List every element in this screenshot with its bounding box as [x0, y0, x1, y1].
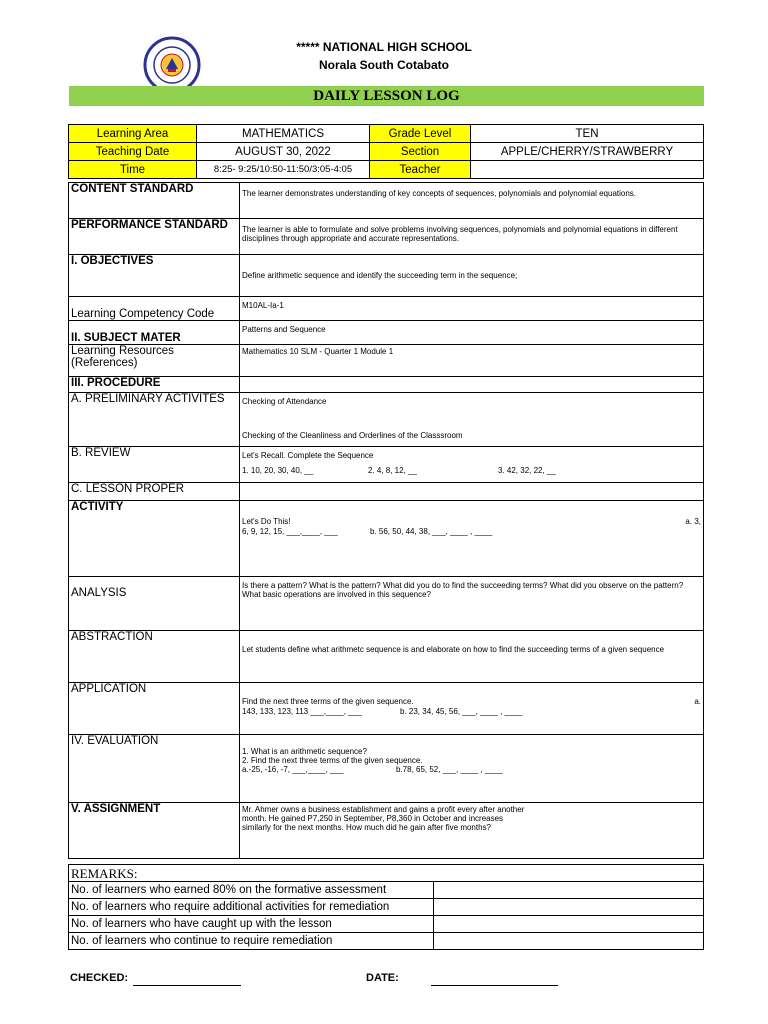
- learning-resources-label: Learning Resources (References): [69, 345, 240, 377]
- application-item-a-label: a.: [694, 697, 701, 706]
- review-item-3: 3. 42, 32, 22, __: [498, 466, 556, 475]
- checked-label: CHECKED:: [70, 972, 129, 984]
- remark-row: No. of learners who earned 80% on the formative assessment: [69, 882, 434, 899]
- review-items: [242, 466, 701, 476]
- competency-code-label: Learning Competency Code: [69, 297, 240, 321]
- time-value: 8:25- 9:25/10:50-11:50/3:05-4:05: [197, 161, 370, 179]
- time-label: Time: [69, 161, 197, 179]
- lesson-plan-table: [68, 182, 704, 859]
- application-item-a: 143, 133, 123, 113 ___,____, ___: [242, 707, 362, 716]
- evaluation-cell: [240, 735, 704, 803]
- review-cell: [240, 447, 704, 483]
- teaching-date-value: AUGUST 30, 2022: [197, 143, 370, 161]
- analysis-text: Is there a pattern? What is the pattern? What did you do to find the succeeding terms? What did you observe on the pattern? What basic operations are involved in this sequence?: [240, 577, 704, 631]
- teaching-date-label: Teaching Date: [69, 143, 197, 161]
- activity-item-b: b. 56, 50, 44, 38, ___, ____ , ____: [370, 527, 493, 536]
- activity-cell: [240, 501, 704, 577]
- objectives-label: I. OBJECTIVES: [69, 255, 240, 297]
- grade-level-label: Grade Level: [370, 125, 471, 143]
- remark-value[interactable]: [434, 899, 704, 916]
- application-cell: [240, 683, 704, 735]
- section-value: APPLE/CHERRY/STRAWBERRY: [471, 143, 704, 161]
- assignment-cell: [240, 803, 704, 859]
- content-standard-text: The learner demonstrates understanding of key concepts of sequences, polynomials and polynomial equations.: [240, 183, 704, 219]
- review-label: B. REVIEW: [69, 447, 240, 483]
- remark-value[interactable]: [434, 882, 704, 899]
- procedure-label: III. PROCEDURE: [69, 377, 240, 393]
- assignment-line-3: similarly for the next months. How much did he gain after five months?: [242, 823, 491, 832]
- activity-item-a-label: a. 3,: [685, 517, 701, 526]
- teacher-label: Teacher: [370, 161, 471, 179]
- content-standard-label: CONTENT STANDARD: [69, 183, 240, 219]
- preliminary-activities-label: A. PRELIMINARY ACTIVITES: [69, 393, 240, 447]
- performance-standard-label: PERFORMANCE STANDARD: [69, 219, 240, 255]
- subject-matter-text: Patterns and Sequence: [240, 321, 704, 345]
- remark-value[interactable]: [434, 916, 704, 933]
- competency-code-value: M10AL-Ia-1: [240, 297, 704, 321]
- section-label: Section: [370, 143, 471, 161]
- remarks-table: [68, 881, 704, 950]
- school-name: ***** NATIONAL HIGH SCHOOL: [296, 40, 472, 54]
- remarks-title: REMARKS:: [68, 864, 704, 882]
- remark-value[interactable]: [434, 933, 704, 950]
- abstraction-label: ABSTRACTION: [69, 631, 240, 683]
- preliminary-activities-cell: [240, 393, 704, 447]
- preliminary-attendance: Checking of Attendance: [242, 397, 327, 406]
- review-instruction: Let's Recall. Complete the Sequence: [242, 451, 374, 460]
- abstraction-text: Let students define what arithmetc sequence is and elaborate on how to find the succeeding terms of a given sequence: [240, 631, 704, 683]
- activity-item-a: 6, 9, 12, 15, ___,____, ___: [242, 527, 338, 536]
- objectives-text: Define arithmetic sequence and identify the succeeding term in the sequence;: [240, 255, 704, 297]
- analysis-label: ANALYSIS: [69, 577, 240, 631]
- subject-matter-label: II. SUBJECT MATER: [69, 321, 240, 345]
- learning-area-label: Learning Area: [69, 125, 197, 143]
- application-item-b: b. 23, 34, 45, 56, ___, ____ , ____: [400, 707, 523, 716]
- evaluation-label: IV. EVALUATION: [69, 735, 240, 803]
- procedure-empty: [240, 377, 704, 393]
- checked-signature-line[interactable]: [133, 985, 241, 986]
- remark-row: No. of learners who have caught up with the lesson: [69, 916, 434, 933]
- lesson-proper-empty: [240, 483, 704, 501]
- assignment-line-2: month. He gained P7,250 in September, P8,360 in October and increases: [242, 814, 504, 823]
- application-label: APPLICATION: [69, 683, 240, 735]
- remark-row: No. of learners who require additional activities for remediation: [69, 899, 434, 916]
- lesson-info-table: [68, 124, 704, 179]
- application-instruction: Find the next three terms of the given sequence.: [242, 697, 414, 706]
- evaluation-item-b: b.78, 65, 52, ___, ____ , ____: [396, 765, 503, 774]
- activity-title: Let's Do This!: [242, 517, 291, 526]
- preliminary-cleanliness: Checking of the Cleanliness and Orderlines of the Classsroom: [242, 431, 463, 440]
- remark-row: No. of learners who continue to require remediation: [69, 933, 434, 950]
- review-item-2: 2. 4, 8, 12, __: [368, 466, 417, 475]
- evaluation-item-a: a.-25, -16, -7, ___,____, ___: [242, 765, 344, 774]
- teacher-value: [471, 161, 704, 179]
- daily-lesson-log-title: DAILY LESSON LOG: [69, 86, 704, 106]
- evaluation-question-2: 2. Find the next three terms of the given sequence.: [242, 756, 423, 765]
- performance-standard-text: The learner is able to formulate and solve problems involving sequences, polynomials and polynomial equations in different disciplines through appropriate and accurate representations.: [240, 219, 704, 255]
- date-label: DATE:: [366, 972, 399, 984]
- school-location: Norala South Cotabato: [318, 58, 449, 72]
- learning-resources-text: Mathematics 10 SLM - Quarter 1 Module 1: [240, 345, 704, 377]
- learning-area-value: MATHEMATICS: [197, 125, 370, 143]
- assignment-line-1: Mr. Ahmer owns a business establishment and gains a profit every after another: [242, 805, 525, 814]
- lesson-proper-label: C. LESSON PROPER: [69, 483, 240, 501]
- grade-level-value: TEN: [471, 125, 704, 143]
- assignment-label: V. ASSIGNMENT: [69, 803, 240, 859]
- activity-label: ACTIVITY: [69, 501, 240, 577]
- review-item-1: 1. 10, 20, 30, 40, __: [242, 466, 314, 475]
- evaluation-question-1: 1. What is an arithmetic sequence?: [242, 747, 367, 756]
- date-signature-line[interactable]: [431, 985, 558, 986]
